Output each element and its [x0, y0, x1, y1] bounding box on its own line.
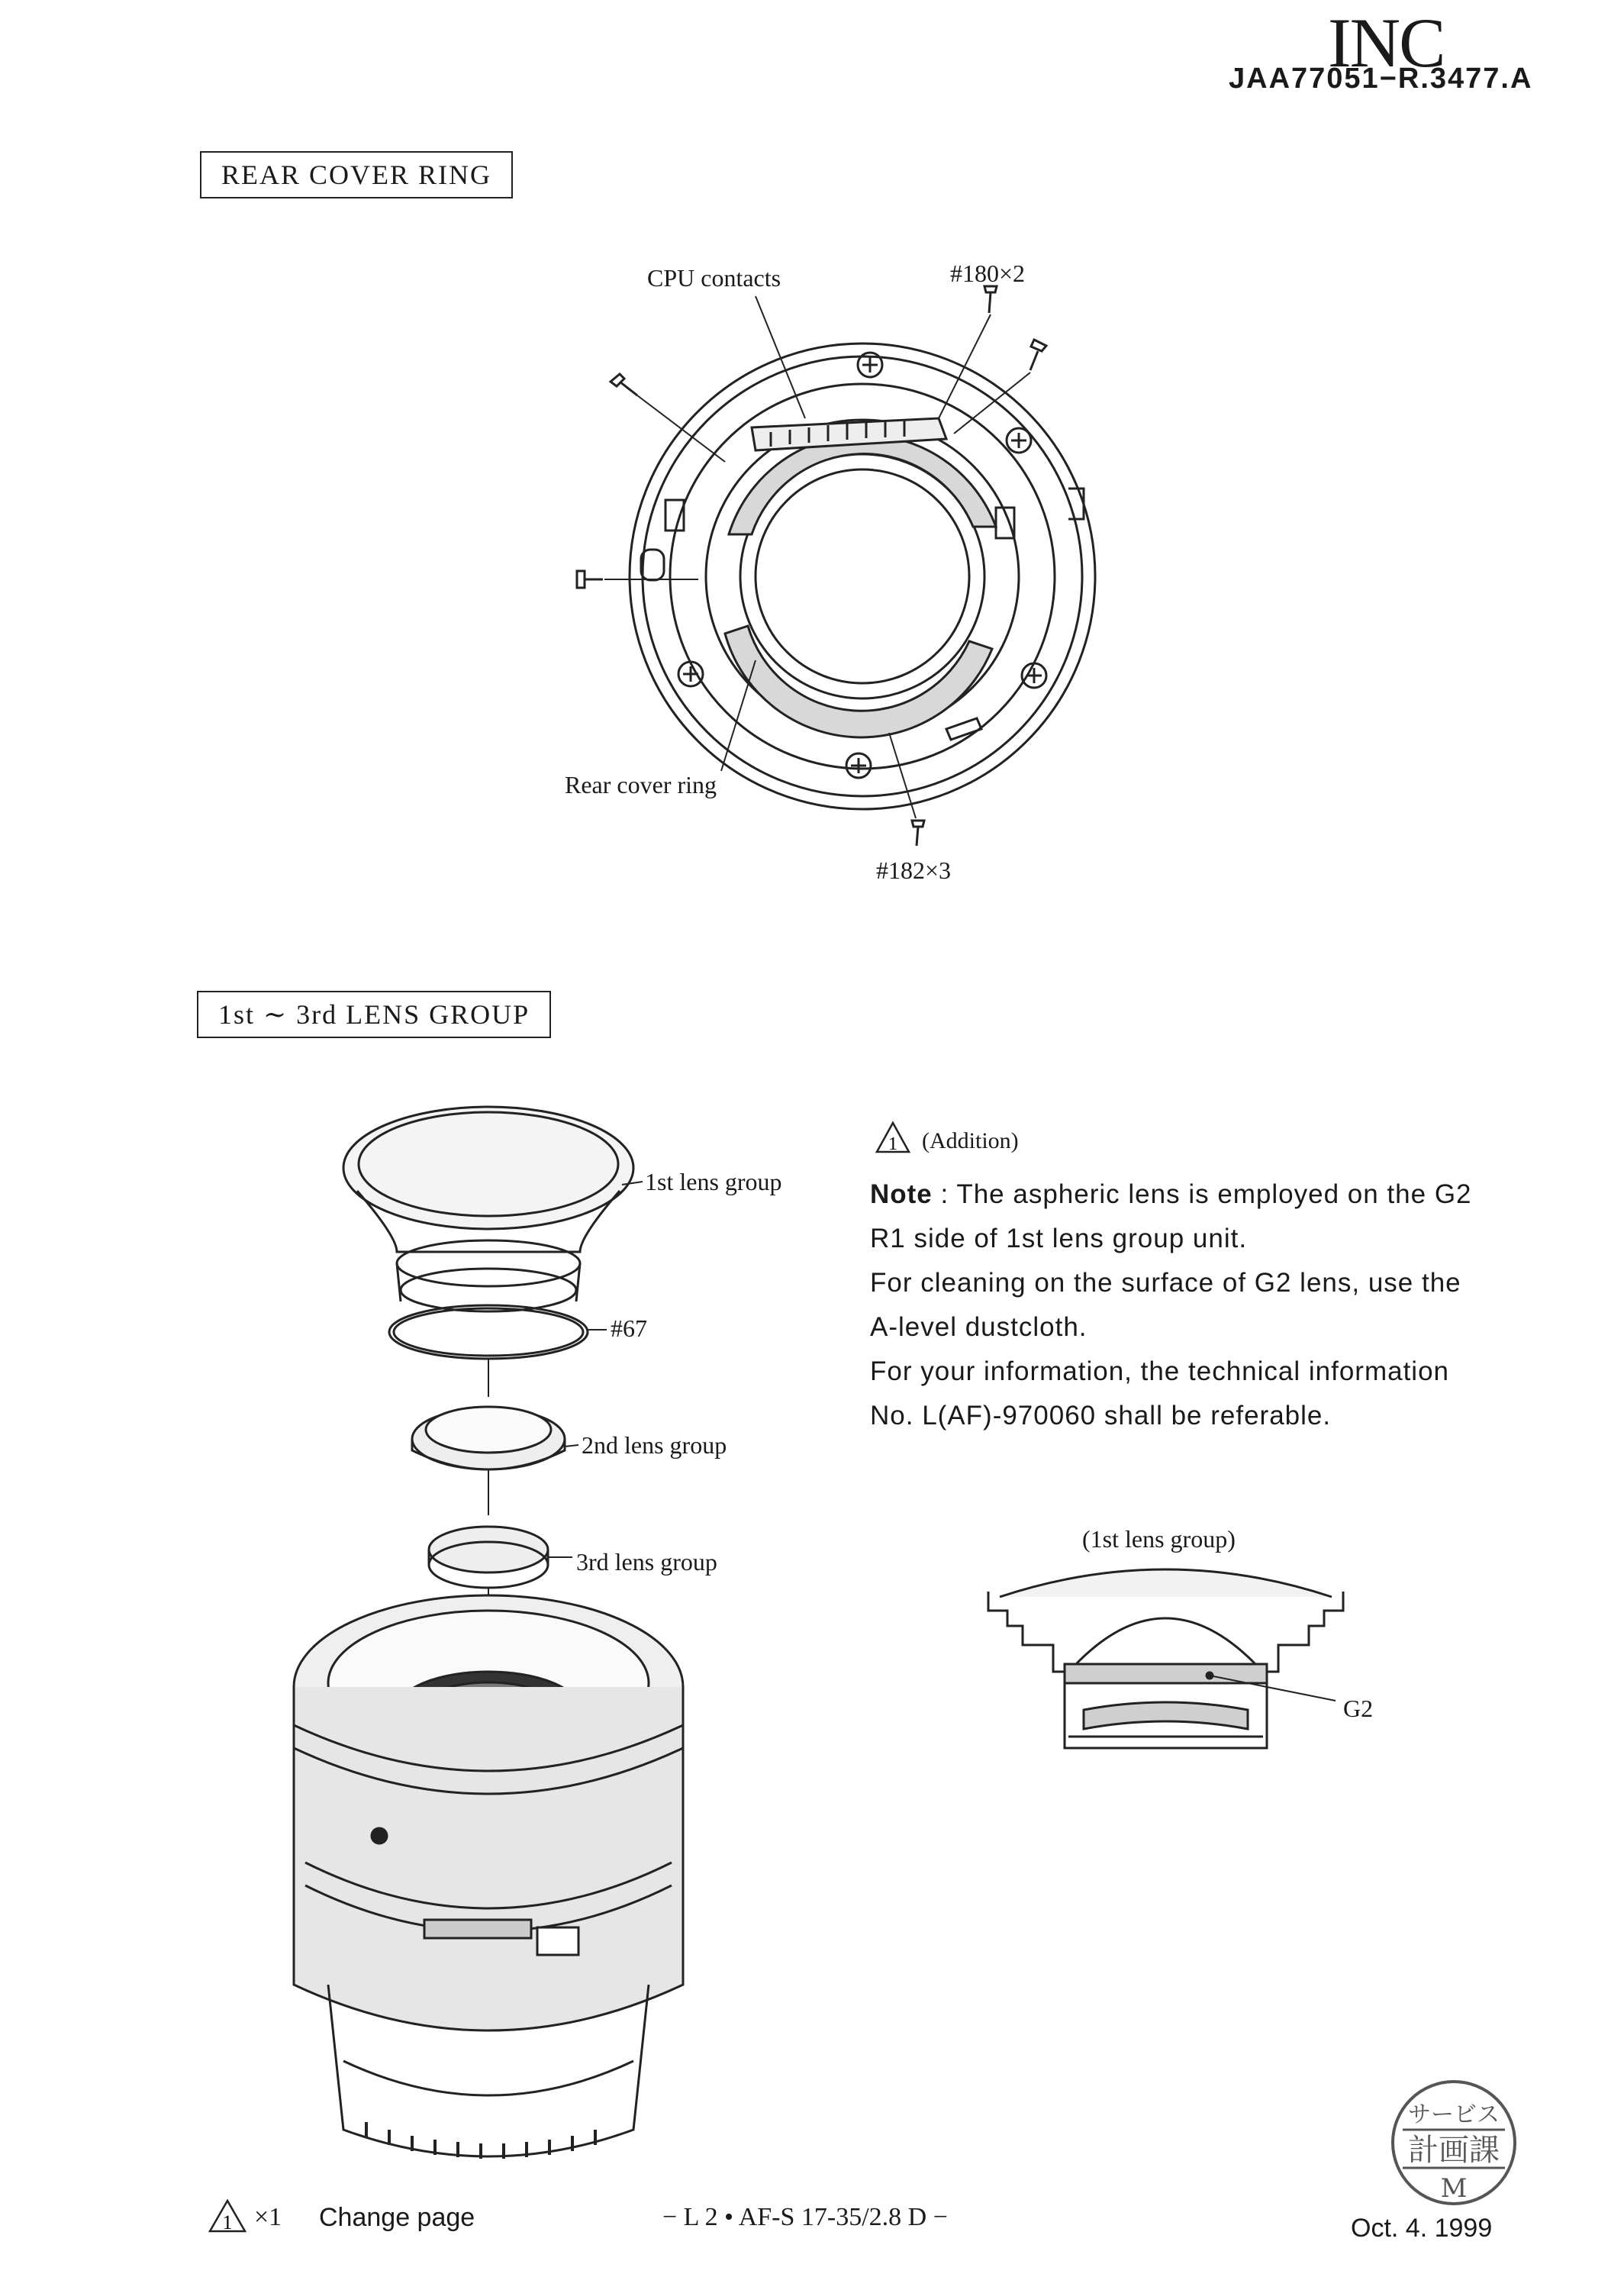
note-line-5: For your information, the technical information: [870, 1356, 1449, 1386]
addition-label: (Addition): [922, 1128, 1019, 1153]
cross-section-diagram: [988, 1569, 1343, 1748]
note-line-3: For cleaning on the surface of G2 lens, use the: [870, 1268, 1461, 1298]
svg-text:1: 1: [888, 1134, 897, 1154]
leader-lines: [604, 296, 1030, 818]
label-3rd-lens-group: 3rd lens group: [576, 1548, 717, 1576]
section-title-lens-group: 1st ∼ 3rd LENS GROUP: [197, 991, 551, 1038]
lens-group-exploded-view: [294, 1107, 683, 2159]
label-screw-182: #182×3: [876, 856, 952, 884]
ring-67: [389, 1305, 588, 1359]
header-stamp-inc: INC: [1328, 4, 1445, 82]
service-seal-stamp: [1389, 2078, 1519, 2208]
g2-leader-line: [1210, 1676, 1336, 1701]
svg-text:計画課: 計画課: [1408, 2133, 1500, 2168]
g2-element: [1065, 1664, 1267, 1683]
footer-change-page: Change page: [319, 2203, 475, 2232]
lens-barrel-body: [294, 1595, 683, 2159]
svg-text:M: M: [1440, 2173, 1468, 2204]
label-g2: G2: [1343, 1695, 1374, 1722]
label-rear-cover-ring: Rear cover ring: [565, 771, 717, 798]
note-line-6: No. L(AF)-970060 shall be referable.: [870, 1401, 1332, 1430]
loose-screws: [577, 286, 1046, 846]
footer-change-count: ×1: [254, 2203, 282, 2231]
label-cpu-contacts: CPU contacts: [647, 264, 781, 292]
bayonet-ring: [706, 420, 1019, 733]
footer-date: Oct. 4. 1999: [1351, 2214, 1493, 2243]
cross-section-title: (1st lens group): [1082, 1525, 1236, 1553]
inner-opening: [740, 454, 984, 698]
note-line-4: A-level dustcloth.: [870, 1312, 1088, 1342]
lens3-element: [429, 1527, 548, 1572]
lens2-element: [412, 1408, 565, 1469]
lens1-front-element: [343, 1107, 633, 1229]
label-screw-180: #180×2: [950, 260, 1026, 287]
note-block: [870, 1172, 1557, 1438]
note-label: Note: [870, 1179, 933, 1209]
label-2nd-lens-group: 2nd lens group: [582, 1431, 727, 1459]
note-text-1: : The aspheric lens is employed on the G2: [940, 1179, 1472, 1209]
document-code: JAA77051−R.3477.A: [1229, 63, 1533, 95]
footer-revision-triangle-icon: [208, 2198, 247, 2234]
footer-page-reference: − L 2 • AF-S 17-35/2.8 D −: [662, 2203, 948, 2231]
label-ring-67: #67: [611, 1314, 647, 1342]
svg-text:1: 1: [222, 2211, 233, 2234]
svg-text:サービス: サービス: [1408, 2101, 1500, 2128]
note-line-2: R1 side of 1st lens group unit.: [870, 1224, 1248, 1253]
label-1st-lens-group: 1st lens group: [645, 1168, 782, 1195]
cpu-contacts: [771, 421, 904, 447]
outer-ring: [630, 344, 1095, 809]
ring-screw-heads: [678, 353, 1046, 778]
revision-triangle-icon: [875, 1121, 911, 1154]
section-title-rear-cover-ring: REAR COVER RING: [200, 151, 513, 198]
note-line-1: [870, 1172, 1557, 1217]
